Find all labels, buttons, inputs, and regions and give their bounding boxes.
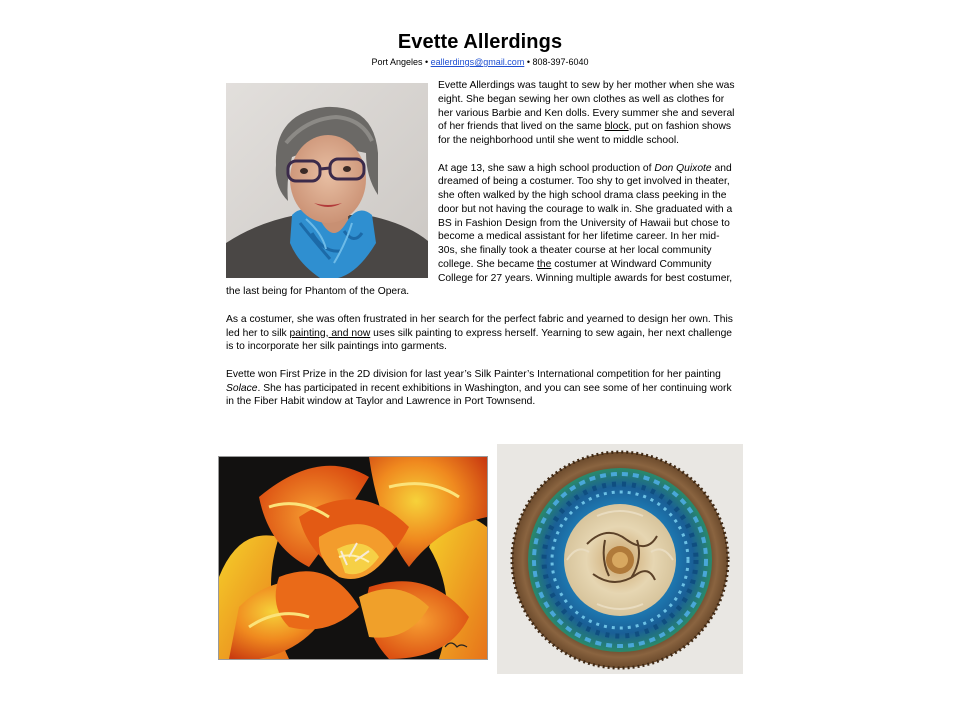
bio-p3-u: painting, and now [289,327,371,339]
bio-p4-b: . She has participated in recent exhibitions in Washington, and you can see some of her continuing work in the Fiber Habit window at Taylor and Lawrence in Port Townsend. [226,382,732,408]
separator: • [524,57,533,67]
contact-line [0,57,960,67]
bio-p4-italic: Solace [226,382,258,394]
bio-p2-the: the [537,258,552,270]
bio-p2-b: and dreamed of being a costumer. Too shy to get involved in theater, she often walked by the high school drama class peeking in the door but not having the courage to walk in. She graduated with a BS in Fashion Design from the University of Hawaii but chose to become a medical assistant for her lifetime career. In her mid-30s, she finally took a theater course at her local community college. She became [438,162,733,270]
bio-p2-italic: Don Quixote [654,162,712,174]
tulip-silk-painting-icon [218,456,488,660]
bio-paragraph-3 [226,313,738,354]
bio-p1-block: block [604,121,629,133]
email-link[interactable]: eallerdings@gmail.com [430,57,525,67]
bio-p2-c: costumer at Windward Community College for 27 years. Winning multiple awards for best costumer, the last being for Phantom of the Opera. [226,258,733,298]
bio-p3-a: As a costumer, she was often frustrated in her search for the perfect fabric and yearned to design her own. This led her to silk [226,313,733,339]
phone-text: 808-397-6040 [532,57,589,67]
separator: • [422,57,431,67]
location-text: Port Angeles [371,57,423,67]
circular-fiber-art-icon [497,444,743,674]
portrait-spacer [226,79,438,276]
bio-text [226,79,738,423]
bio-p2-a: At age 13, she saw a high school production of [438,162,655,174]
bio-p1-text: Evette Allerdings was taught to sew by her mother when she was eight. She began sewing her own clothes as well as clothes for her various Barbie and Ken dolls. Every summer she and several of her friends that lived on the same [438,80,735,133]
bio-p4-a: Evette won First Prize in the 2D division for last year’s Silk Painter’s International competition for her painting [226,368,721,380]
bio-p1-end: , put on fashion shows for the neighborhood until she went to middle school. [438,121,732,146]
bio-paragraph-4 [226,368,738,409]
page-title: Evette Allerdings [397,31,563,53]
bio-p3-b: uses silk painting to express herself. Yearning to sew again, her next challenge is to incorporate her silk paintings into garments. [226,327,733,353]
